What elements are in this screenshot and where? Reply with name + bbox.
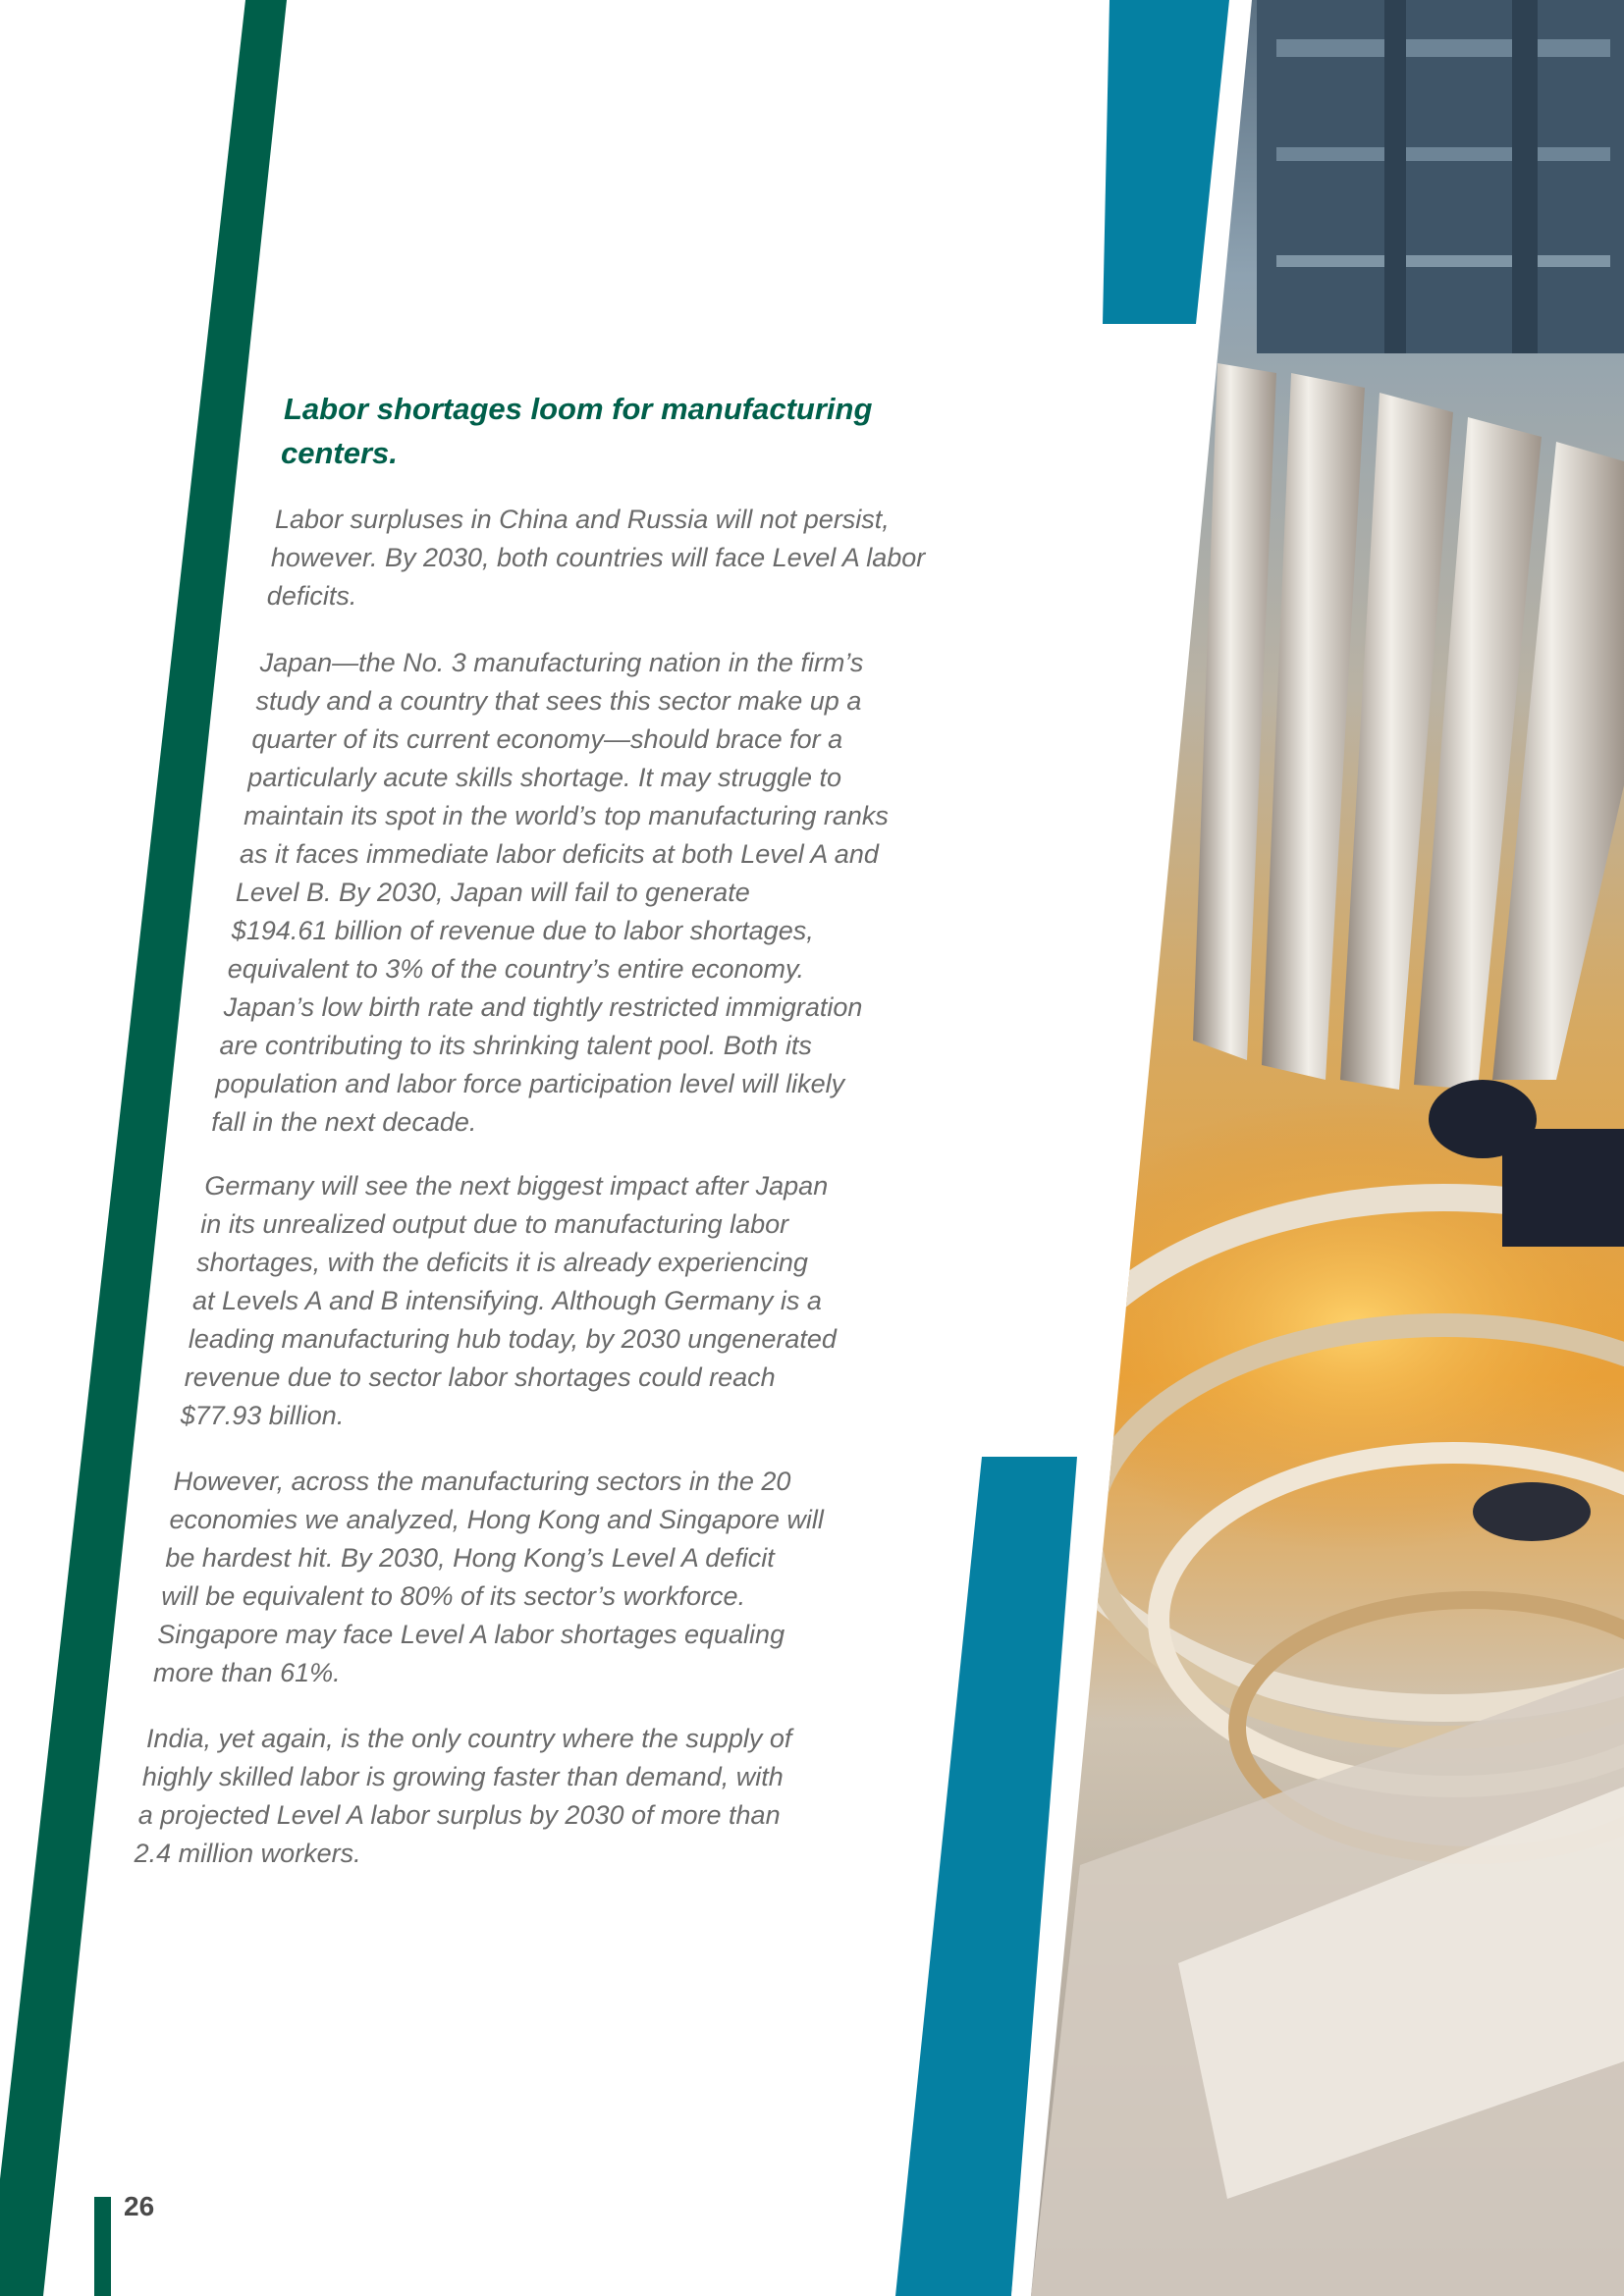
page-number: 26: [124, 2191, 155, 2221]
paragraph-line: economies we analyzed, Hong Kong and Singapore will: [169, 1505, 824, 1534]
paragraph-line: in its unrealized output due to manufacturing labor: [200, 1209, 789, 1239]
paragraph-line: as it faces immediate labor deficits at both Level A and: [240, 839, 879, 869]
paragraph-line: deficits.: [266, 581, 357, 611]
paragraph-line: be hardest hit. By 2030, Hong Kong’s Level A deficit: [165, 1543, 775, 1573]
paragraph-line: Level B. By 2030, Japan will fail to generate: [235, 878, 750, 907]
paragraph-line: more than 61%.: [153, 1658, 341, 1687]
paragraph-line: will be equivalent to 80% of its sector’s workforce.: [161, 1581, 746, 1611]
paragraph-line: Singapore may face Level A labor shortages equaling: [157, 1620, 785, 1649]
paragraph-line: maintain its spot in the world’s top manufacturing ranks: [244, 801, 889, 830]
paragraph-line: Germany will see the next biggest impact after Japan: [204, 1171, 829, 1201]
paragraph-line: equivalent to 3% of the country’s entire economy.: [227, 954, 805, 984]
paragraph-line: study and a country that sees this sector make up a: [255, 686, 862, 716]
paragraph-line: leading manufacturing hub today, by 2030 ungenerated: [188, 1324, 837, 1354]
section-heading-line-1: Labor shortages loom for manufacturing: [284, 392, 873, 426]
paragraph-line: highly skilled labor is growing faster than demand, with: [141, 1762, 784, 1791]
paragraph-line: revenue due to sector labor shortages could reach: [184, 1362, 776, 1392]
page-number-bar: [94, 2197, 111, 2296]
paragraph-line: shortages, with the deficits it is already experiencing: [196, 1248, 808, 1277]
paragraph-line: $194.61 billion of revenue due to labor shortages,: [231, 916, 814, 945]
paragraph-line: particularly acute skills shortage. It may struggle to: [247, 763, 842, 792]
paragraph-line: at Levels A and B intensifying. Although Germany is a: [192, 1286, 822, 1315]
paragraph-line: Japan—the No. 3 manufacturing nation in the firm’s: [259, 648, 864, 677]
section-heading-line-2: centers.: [281, 436, 398, 470]
paragraph-line: $77.93 billion.: [180, 1401, 345, 1430]
paragraph-line: Labor surpluses in China and Russia will not persist,: [275, 505, 890, 534]
section-heading: [281, 387, 873, 475]
turbine-photo: [982, 0, 1624, 2296]
paragraph-line: however. By 2030, both countries will face Level A labor: [270, 543, 926, 572]
paragraph-line: quarter of its current economy—should brace for a: [251, 724, 843, 754]
paragraph-line: 2.4 million workers.: [134, 1839, 361, 1868]
paragraph-line: India, yet again, is the only country where the supply of: [146, 1724, 792, 1753]
paragraph-line: are contributing to its shrinking talent pool. Both its: [219, 1031, 812, 1060]
green-diagonal-band: [0, 0, 287, 2296]
paragraph-line: Japan’s low birth rate and tightly restricted immigration: [223, 992, 863, 1022]
paragraph-line: However, across the manufacturing sectors in the 20: [173, 1467, 791, 1496]
paragraph-line: population and labor force participation level will likely: [215, 1069, 845, 1098]
paragraph-line: a projected Level A labor surplus by 2030 of more than: [137, 1800, 781, 1830]
paragraph-line: fall in the next decade.: [211, 1107, 477, 1137]
